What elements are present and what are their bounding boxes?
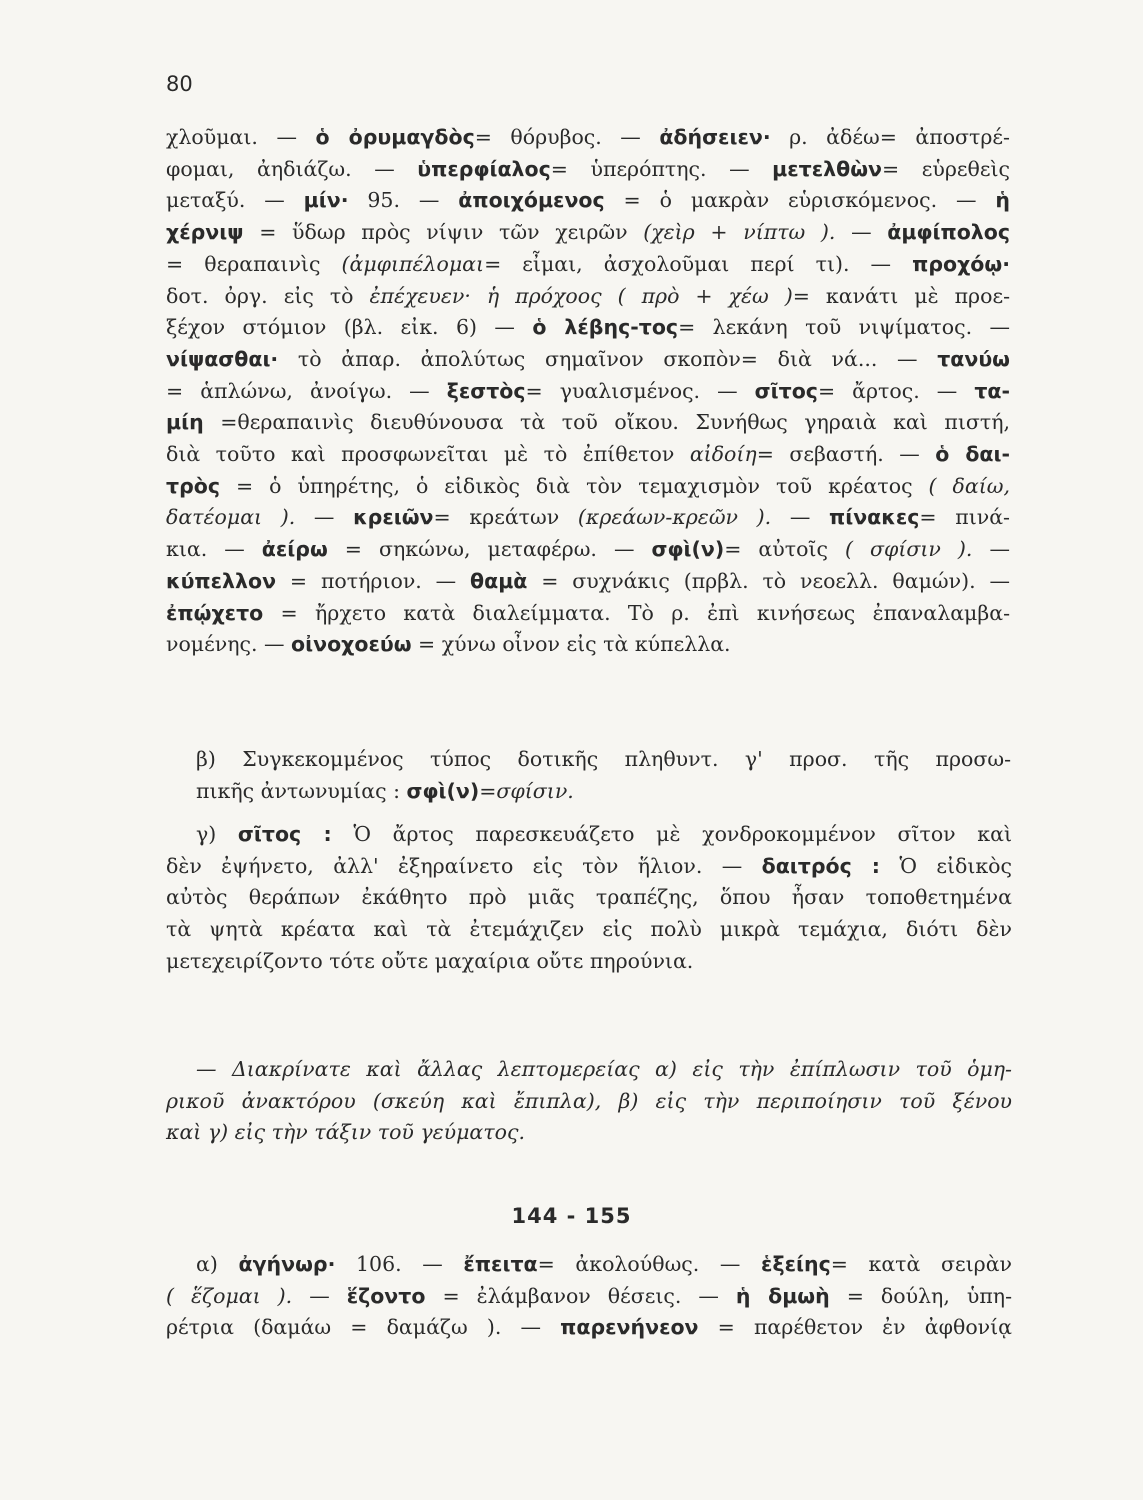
- text-run: = γυαλισμένος. —: [525, 378, 755, 403]
- headword: δαιτρός :: [761, 853, 880, 878]
- text-line: [166, 1086, 1012, 1118]
- headword: πίνακες: [829, 505, 920, 530]
- headword: χέρνιψ: [166, 220, 244, 245]
- headword: κύπελλον: [166, 568, 277, 593]
- italic-run: ( δαίω,: [928, 473, 1010, 498]
- text-run: φομαι, ἀηδιάζω. —: [166, 156, 418, 181]
- text-run: τὰ ψητὰ κρέατα καὶ τὰ ἐτεμάχιζεν εἰς πολὺ μικρὰ τεμάχια, διότι δὲν: [166, 917, 1012, 942]
- text-run: —: [972, 537, 1010, 562]
- headword: τα-: [974, 378, 1010, 403]
- paragraph-beta: [196, 744, 1011, 807]
- text-run: —: [292, 1283, 347, 1308]
- text-run: = σηκώνω, μεταφέρω. —: [327, 537, 652, 562]
- headword: ἡ δμωὴ: [735, 1283, 830, 1308]
- headword: ξεστὸς: [446, 378, 526, 403]
- text-run: ξέχον στόμιον (βλ. εἰκ. 6) —: [166, 315, 533, 340]
- text-run: β) Συγκεκομμένος τύπος δοτικῆς πληθυντ. γ' προσ. τῆς προσω-: [196, 747, 1011, 771]
- text-line: [166, 946, 1012, 978]
- text-run: —: [295, 505, 354, 530]
- headword: σφὶ(ν): [406, 778, 480, 803]
- headword: προχόῳ·: [912, 251, 1010, 276]
- text-run: χλοῦμαι. —: [166, 125, 316, 149]
- headword: ἀποιχόμενος: [458, 188, 605, 213]
- text-line: [196, 744, 1011, 776]
- text-run: = εὑρεθεὶς: [882, 156, 1010, 181]
- text-line: [166, 1054, 1012, 1086]
- text-line: [166, 1312, 1012, 1344]
- text-line: [166, 281, 1010, 313]
- text-run: μετεχειρίζοντο τότε οὔτε μαχαίρια οὔτε πηρούνια.: [166, 948, 694, 973]
- italic-run: αἰδοίη: [689, 442, 757, 467]
- text-run: =: [479, 778, 497, 803]
- text-run: = σεβαστή. —: [756, 442, 936, 467]
- text-run: =θεραπαινὶς διευθύνουσα τὰ τοῦ οἴκου. Συνήθως γηραιὰ καὶ πιστή,: [203, 410, 1010, 435]
- text-run: νομένης. —: [166, 632, 292, 657]
- text-run: = λεκάνη τοῦ νιψίματος. —: [678, 315, 1010, 340]
- text-line: [166, 534, 1010, 566]
- text-line: [166, 312, 1010, 344]
- paragraph-gamma: [166, 819, 1012, 978]
- text-run: = κατὰ σειρὰν: [830, 1252, 1013, 1276]
- text-run: γ): [196, 822, 238, 846]
- text-run: —: [835, 220, 888, 245]
- text-line: [166, 851, 1012, 883]
- text-run: = ἀκολούθως. —: [537, 1252, 762, 1276]
- text-run: δοτ. ὀργ. εἰς τὸ: [166, 283, 370, 308]
- text-line: [166, 1281, 1012, 1313]
- text-run: = θόρυβος. —: [474, 125, 660, 149]
- text-run: = ὁ ὑπηρέτης, ὁ εἰδικὸς διὰ τὸν τεμαχισμὸν τοῦ κρέατος: [220, 473, 929, 498]
- headword: μίν·: [303, 188, 349, 213]
- text-run: = εἶμαι, ἀσχολοῦμαι περί τι). —: [484, 251, 913, 276]
- text-line: [166, 217, 1010, 249]
- italic-run: δατέομαι ).: [166, 505, 296, 530]
- italic-run: ἐπέχευεν· ἡ πρόχοος ( πρὸ + χέω ): [369, 283, 793, 308]
- headword: σῖτος :: [237, 822, 332, 846]
- italic-run: (χεὶρ + νίπτω ).: [643, 220, 836, 245]
- italic-run: — Διακρίνατε καὶ ἄλλας λεπτομερείας α) εἰς τὴν ἐπίπλωσιν τοῦ ὁμη-: [196, 1057, 1012, 1081]
- text-run: = κανάτι μὲ προε-: [792, 283, 1010, 308]
- headword: ἀγήνωρ·: [238, 1252, 336, 1276]
- text-line: [166, 376, 1010, 408]
- headword: παρενήνεον: [560, 1315, 699, 1340]
- text-run: = παρέθετον ἐν ἀφθονίᾳ: [698, 1315, 1013, 1340]
- vocabulary-glosses: [166, 122, 1010, 661]
- text-run: = ἤρχετο κατὰ διαλείμματα. Τὸ ρ. ἐπὶ κινήσεως ἐπαναλαμβα-: [263, 600, 1010, 625]
- italic-run: ρικοῦ ἀνακτόρου (σκεύη καὶ ἔπιπλα), β) εἰς τὴν περιποίησιν τοῦ ξένου: [166, 1088, 1012, 1113]
- text-run: = ὁ μακρὰν εὑρισκόμενος. —: [604, 188, 996, 213]
- text-run: τὸ ἀπαρ. ἀπολύτως σημαῖνον σκοπὸν= διὰ νά... —: [278, 346, 938, 371]
- italic-run: ( σφίσιν ).: [844, 537, 973, 562]
- paragraph-alpha: [166, 1249, 1012, 1344]
- headword: ὁ ὀρυμαγδὸς: [315, 125, 475, 149]
- headword: σῖτος: [754, 378, 818, 403]
- exercise-question: [166, 1054, 1012, 1149]
- text-run: ρέτρια (δαμάω = δαμάζω ). —: [166, 1315, 561, 1340]
- text-run: = ἁπλώνω, ἀνοίγω. —: [166, 378, 447, 403]
- text-run: = πινά-: [919, 505, 1010, 530]
- text-line: [166, 439, 1010, 471]
- text-run: = ἄρτος. —: [817, 378, 975, 403]
- text-line: [166, 629, 1010, 661]
- text-run: αὐτὸς θεράπων ἐκάθητο πρὸ μιᾶς τραπέζης, ὅπου ἦσαν τοποθετημένα: [166, 885, 1012, 910]
- text-line: [166, 122, 1010, 154]
- text-line: [196, 776, 1011, 808]
- text-run: Ὁ εἰδικὸς: [879, 853, 1012, 878]
- text-run: = ποτήριον. —: [276, 568, 471, 593]
- text-line: [166, 598, 1010, 630]
- headword: σφὶ(ν): [651, 537, 725, 562]
- text-run: Ὁ ἄρτος παρεσκευάζετο μὲ χονδροκομμένον σῖτον καὶ: [331, 822, 1012, 846]
- text-line: [166, 154, 1010, 186]
- headword: ἕζοντο: [346, 1283, 426, 1308]
- headword: θαμὰ: [470, 568, 528, 593]
- text-line: [166, 882, 1012, 914]
- text-run: ρ. ἀδέω= ἀποστρέ-: [770, 125, 1010, 149]
- text-line: [166, 471, 1010, 503]
- text-run: = αὐτοῖς: [724, 537, 845, 562]
- text-run: = θεραπαινὶς: [166, 251, 342, 276]
- text-run: κια. —: [166, 537, 262, 562]
- text-run: = ἐλάμβανον θέσεις. —: [425, 1283, 736, 1308]
- text-line: [166, 819, 1012, 851]
- text-line: [166, 344, 1010, 376]
- text-line: [166, 566, 1010, 598]
- italic-run: (κρεάων-κρεῶν ).: [577, 505, 772, 530]
- text-line: [166, 249, 1010, 281]
- text-run: = κρεάτων: [433, 505, 578, 530]
- italic-run: καὶ γ) εἰς τὴν τάξιν τοῦ γεύματος.: [166, 1120, 525, 1145]
- text-run: 106. —: [335, 1252, 464, 1276]
- page-number: 80: [166, 72, 193, 96]
- italic-run: ( ἕζομαι ).: [166, 1283, 293, 1308]
- text-run: = δούλη, ὑπη-: [829, 1283, 1012, 1308]
- text-line: [166, 502, 1010, 534]
- text-run: 95. —: [348, 188, 459, 213]
- text-run: = ὕδωρ πρὸς νίψιν τῶν χειρῶν: [243, 220, 644, 245]
- text-line: [166, 914, 1012, 946]
- italic-run: σφίσιν.: [496, 778, 574, 803]
- headword: οἰνοχοεύω: [291, 632, 412, 657]
- headword: ἐπῴχετο: [166, 600, 264, 625]
- text-run: = χύνω οἶνον εἰς τὰ κύπελλα.: [411, 632, 731, 657]
- text-run: = ὑπερόπτης. —: [550, 156, 773, 181]
- headword: ὁ δαι-: [935, 442, 1011, 467]
- headword: ἔπειτα: [463, 1252, 538, 1276]
- headword: νίψασθαι·: [166, 346, 279, 371]
- headword: κρειῶν: [353, 505, 434, 530]
- headword: τρὸς: [166, 473, 220, 498]
- text-run: πικῆς ἀντωνυμίας :: [196, 778, 407, 803]
- section-heading: 144 - 155: [511, 1204, 632, 1228]
- italic-run: (ἀμφιπέλομαι: [341, 251, 485, 276]
- text-run: —: [771, 505, 829, 530]
- headword: ἀείρω: [261, 537, 328, 562]
- text-line: [166, 1117, 1012, 1149]
- headword: ἑξείης: [761, 1252, 831, 1276]
- text-run: α): [196, 1252, 239, 1276]
- text-line: [166, 185, 1010, 217]
- headword: ὁ λέβης-τος: [532, 315, 679, 340]
- headword: ὑπερφίαλος: [417, 156, 551, 181]
- headword: μίη: [166, 410, 204, 435]
- headword: μετελθὼν: [772, 156, 882, 181]
- text-line: [166, 407, 1010, 439]
- headword: ἀδήσειεν·: [659, 125, 771, 149]
- text-run: μεταξύ. —: [166, 188, 304, 213]
- headword: τανύω: [937, 346, 1010, 371]
- text-run: δὲν ἐψήνετο, ἀλλ' ἐξηραίνετο εἰς τὸν ἥλιον. —: [166, 853, 762, 878]
- text-line: [166, 1249, 1012, 1281]
- headword: ἀμφίπολος: [887, 220, 1010, 245]
- headword: ἡ: [995, 188, 1010, 213]
- text-run: διὰ τοῦτο καὶ προσφωνεῖται μὲ τὸ ἐπίθετον: [166, 442, 690, 467]
- text-run: = συχνάκις (πρβλ. τὸ νεοελλ. θαμών). —: [527, 568, 1010, 593]
